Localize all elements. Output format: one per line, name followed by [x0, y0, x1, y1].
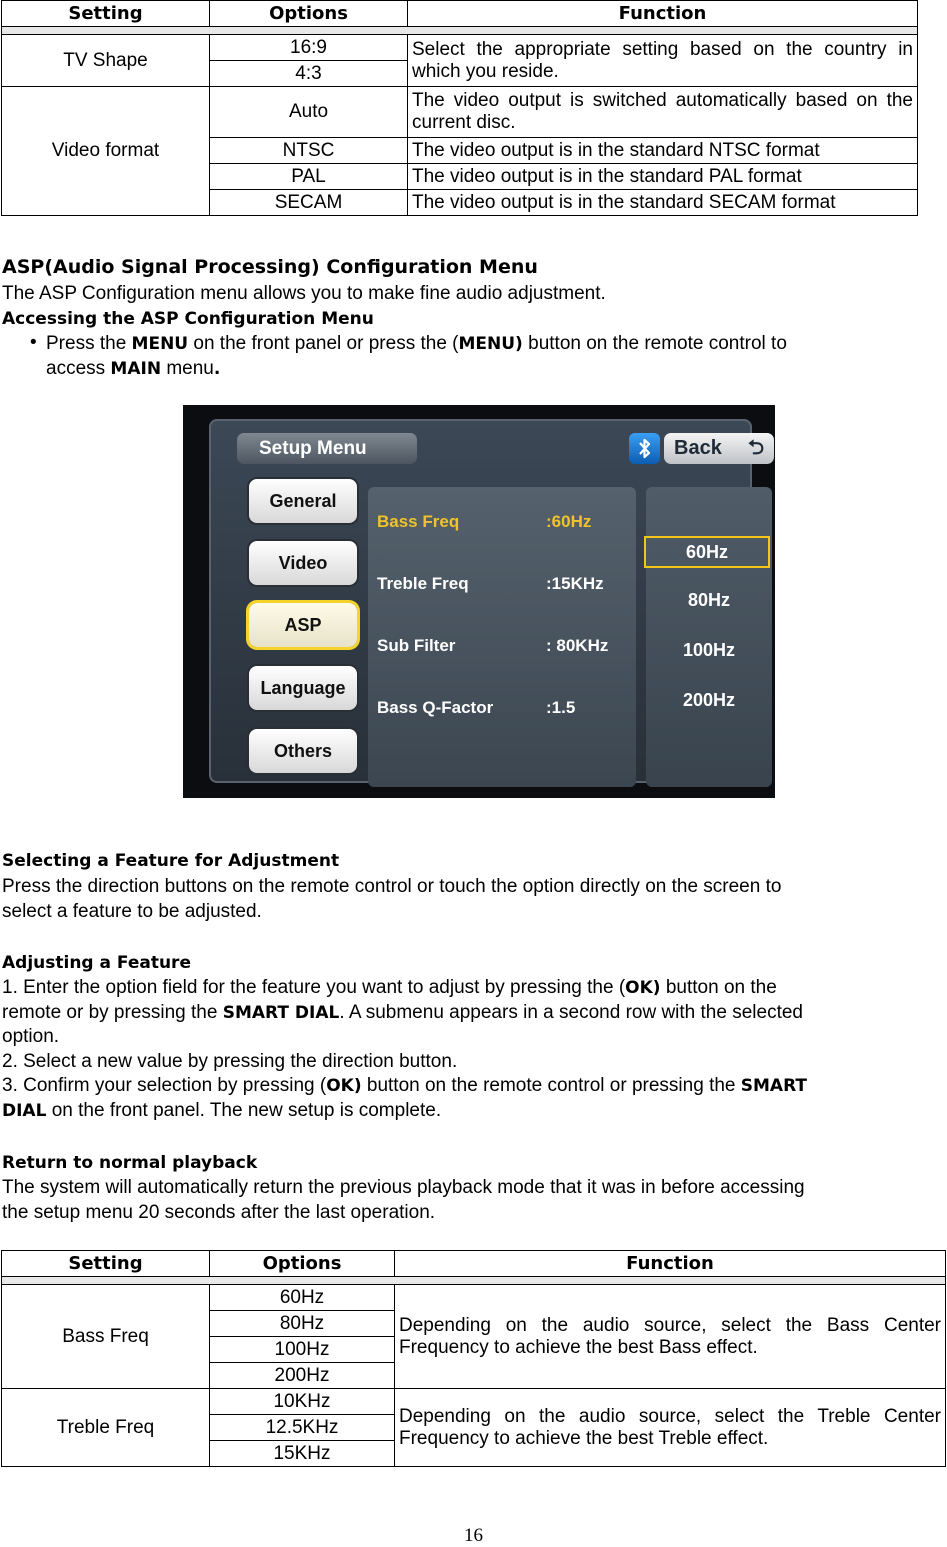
function-cell: The video output is in the standard NTSC format [408, 138, 918, 164]
setup-menu-window [209, 419, 764, 783]
back-button[interactable]: Back ⮌ [664, 433, 774, 464]
item-sub-filter[interactable]: Sub Filter [377, 636, 456, 655]
function-cell: The video output is in the standard SECAM format [408, 190, 918, 216]
options-list [646, 487, 772, 787]
tab-others[interactable]: Others [249, 729, 357, 773]
option-cell: 200Hz [210, 1363, 395, 1389]
item-bass-q-factor-value: :1.5 [546, 698, 576, 717]
function-cell: Select the appropriate setting based on the country in which you reside. [408, 35, 918, 87]
option-60hz[interactable]: 60Hz [644, 536, 770, 568]
setup-menu-screenshot [183, 405, 775, 798]
bass-freq-setting: Bass Freq [2, 1285, 210, 1389]
page-number: 16 [464, 1525, 483, 1546]
function-cell: The video output is in the standard PAL format [408, 164, 918, 190]
option-80hz[interactable]: 80Hz [687, 590, 731, 610]
option-cell: PAL [210, 164, 408, 190]
option-cell: 60Hz [210, 1285, 395, 1311]
option-cell: 10KHz [210, 1389, 395, 1415]
tv-shape-setting: TV Shape [2, 35, 210, 87]
tab-asp[interactable]: ASP [249, 603, 357, 647]
return-heading: Return to normal playback [2, 1153, 258, 1173]
bluetooth-icon[interactable] [629, 433, 660, 464]
header-function: Function [395, 1251, 946, 1277]
asp-heading: ASP(Audio Signal Processing) Configuration Menu [2, 256, 538, 278]
selecting-heading: Selecting a Feature for Adjustment [2, 851, 340, 871]
video-settings-table [1, 0, 918, 216]
option-200hz[interactable]: 200Hz [682, 690, 736, 710]
asp-settings-table [1, 1250, 946, 1467]
tab-video[interactable]: Video [249, 541, 357, 585]
option-100hz[interactable]: 100Hz [682, 640, 736, 660]
option-cell: 16:9 [210, 35, 408, 61]
tab-language[interactable]: Language [249, 666, 357, 710]
access-instruction: Press the MENU on the front panel or press the (MENU) button on the remote control to access MAIN menu. [46, 333, 787, 379]
adjusting-heading: Adjusting a Feature [2, 953, 191, 973]
function-cell: Depending on the audio source, select the Treble Center Frequency to achieve the best Treble effect. [395, 1389, 946, 1467]
accessing-heading: Accessing the ASP Configuration Menu [2, 309, 374, 329]
header-function: Function [408, 1, 918, 27]
header-options: Options [210, 1251, 395, 1277]
option-cell: SECAM [210, 190, 408, 216]
item-treble-freq[interactable]: Treble Freq [377, 574, 469, 593]
option-cell: 15KHz [210, 1441, 395, 1467]
selecting-text: Press the direction buttons on the remote control or touch the option directly on the screen to select a feature to be adjusted. [2, 876, 782, 922]
setup-menu-title: Setup Menu [237, 433, 417, 464]
header-setting: Setting [2, 1, 210, 27]
option-cell: Auto [210, 87, 408, 138]
treble-freq-setting: Treble Freq [2, 1389, 210, 1467]
back-arrow-icon: ⮌ [747, 437, 764, 459]
bullet-icon: • [30, 332, 37, 353]
video-format-setting: Video format [2, 87, 210, 216]
option-cell: NTSC [210, 138, 408, 164]
header-options: Options [210, 1, 408, 27]
item-treble-freq-value: :15KHz [546, 574, 604, 593]
settings-list [368, 487, 636, 787]
function-cell: The video output is switched automatically based on the current disc. [408, 87, 918, 138]
option-cell: 4:3 [210, 61, 408, 87]
header-setting: Setting [2, 1251, 210, 1277]
item-bass-freq-value: :60Hz [546, 512, 592, 531]
function-cell: Depending on the audio source, select the Bass Center Frequency to achieve the best Bass effect. [395, 1285, 946, 1389]
option-cell: 100Hz [210, 1337, 395, 1363]
option-cell: 12.5KHz [210, 1415, 395, 1441]
return-text: The system will automatically return the previous playback mode that it was in before accessing the setup menu 20 seconds after the last operation. [2, 1177, 805, 1223]
asp-intro: The ASP Configuration menu allows you to make fine audio adjustment. [2, 283, 606, 304]
tab-general[interactable]: General [249, 479, 357, 523]
option-cell: 80Hz [210, 1311, 395, 1337]
item-sub-filter-value: : 80KHz [546, 636, 609, 655]
item-bass-freq[interactable]: Bass Freq [377, 512, 460, 531]
item-bass-q-factor[interactable]: Bass Q-Factor [377, 698, 494, 717]
adjusting-steps: 1. Enter the option field for the feature you want to adjust by pressing the (OK) button on the remote or by pressing the SMART DIAL. A submenu appears in a second row with the selected option. 2. Select a new value by pressing the direction button. 3. Confirm your selection by pressing (OK) button on the remote control or pressing the SMART DIAL on the front panel. The new setup is complete. [2, 977, 808, 1121]
